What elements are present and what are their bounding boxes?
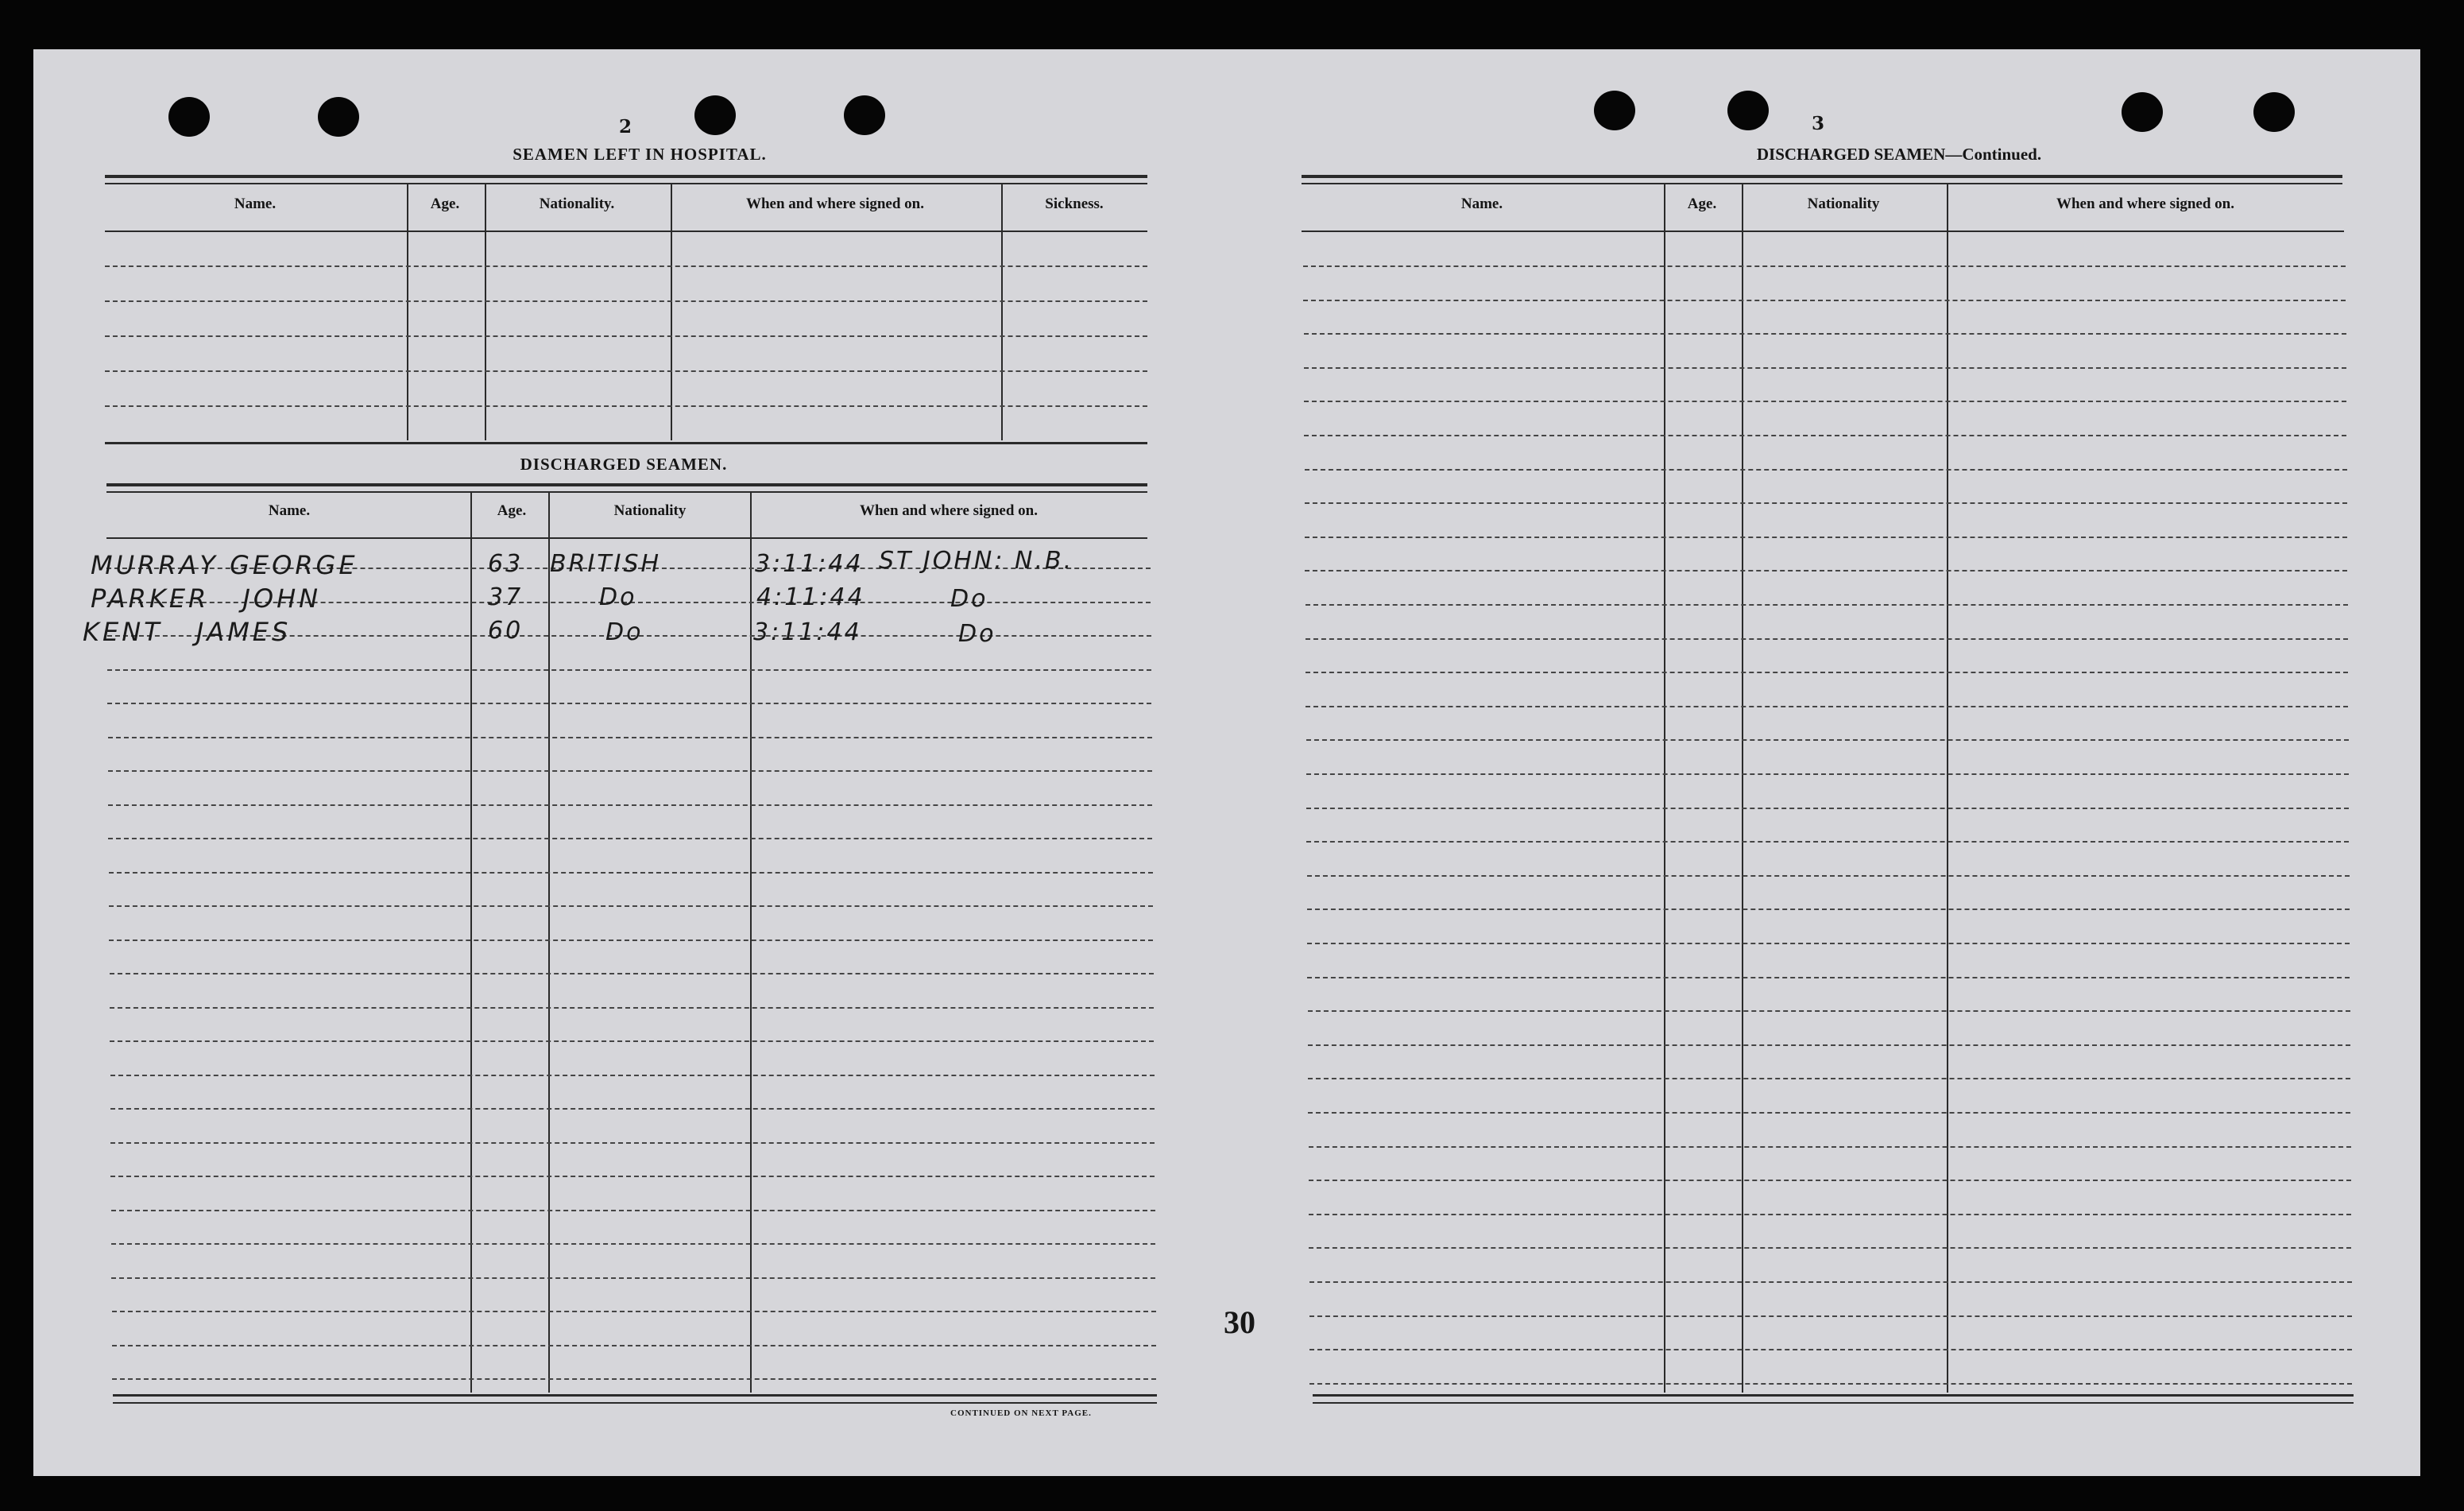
discharged-col-name: Name. (268, 502, 311, 519)
right-bottom-rule-thin (1313, 1402, 2354, 1404)
ruled-line (105, 265, 1147, 267)
ruled-line (1309, 1349, 2352, 1350)
ledger-sheet (33, 49, 2420, 1476)
hospital-col-name: Name. (234, 196, 277, 212)
ruled-line (112, 1345, 1156, 1346)
page-number-right: 3 (1811, 113, 1824, 134)
hospital-top-rule (105, 175, 1147, 178)
ruled-line (105, 335, 1147, 337)
ruled-line (1305, 604, 2348, 606)
entry-age: 60 (488, 617, 524, 645)
hospital-col-sickness: Sickness. (1045, 196, 1104, 212)
ruled-line (105, 405, 1147, 407)
entry-date: 3:11:44 (753, 618, 862, 646)
ruled-line (1307, 943, 2350, 944)
entry-place: Do (950, 585, 988, 613)
ruled-line (1303, 265, 2346, 267)
ruled-line (1305, 638, 2348, 640)
ruled-line (1308, 1044, 2350, 1046)
hospital-top-rule-thin (105, 183, 1147, 184)
ruled-line (1305, 706, 2348, 707)
ruled-line (112, 1311, 1156, 1312)
ruled-line (108, 804, 1152, 806)
ruled-line (1309, 1146, 2351, 1148)
discharged-bottom-rule (113, 1394, 1157, 1397)
punch-hole (2253, 92, 2295, 132)
hospital-col-age: Age. (430, 196, 460, 212)
hospital-section-title: SEAMEN LEFT IN HOSPITAL. (513, 145, 767, 164)
ruled-line (1304, 401, 2346, 402)
ruled-line (1308, 1112, 2350, 1114)
discharged-top-rule (106, 483, 1147, 486)
hospital-col-nationality: Nationality. (539, 196, 615, 212)
right-col-divider (1947, 184, 1948, 1393)
ruled-line (1309, 1281, 2352, 1283)
punch-hole (318, 97, 359, 137)
discharged-bottom-rule-thin (113, 1402, 1157, 1404)
ruled-line (105, 370, 1147, 372)
ruled-line (108, 770, 1152, 772)
right-bottom-rule (1313, 1394, 2354, 1397)
entry-age: 37 (488, 583, 524, 611)
ruled-line (1309, 1180, 2351, 1181)
ruled-line (107, 669, 1151, 671)
right-col-nationality: Nationality (1807, 196, 1880, 212)
punch-hole (844, 95, 885, 135)
right-col-age: Age. (1687, 196, 1717, 212)
ruled-line (1307, 977, 2350, 978)
right-header-rule (1302, 231, 2344, 232)
right-top-rule (1302, 175, 2342, 178)
ruled-line (1308, 1078, 2350, 1079)
ruled-line (110, 1108, 1155, 1110)
hospital-col-divider (485, 184, 486, 440)
ruled-line (1306, 808, 2349, 809)
ruled-line (110, 973, 1154, 974)
ruled-line (1309, 1247, 2351, 1249)
discharged-col-divider (750, 493, 752, 1393)
continued-section-title: DISCHARGED SEAMEN—Continued. (1756, 145, 2042, 164)
ruled-line (109, 905, 1153, 907)
ruled-line (105, 300, 1147, 302)
hospital-col-divider (671, 184, 672, 440)
hospital-col-divider (407, 184, 408, 440)
punch-hole (168, 97, 210, 137)
discharged-col-divider (548, 493, 550, 1393)
ruled-line (1309, 1383, 2352, 1385)
page-number-left: 2 (618, 116, 632, 138)
ruled-line (1305, 469, 2347, 471)
hospital-col-signed-on: When and where signed on. (745, 196, 924, 212)
punch-hole (1727, 91, 1769, 130)
discharged-col-divider (470, 493, 472, 1393)
ruled-line (107, 703, 1151, 704)
stamped-sheet-number: 30 (1224, 1304, 1255, 1340)
entry-nationality: BRITISH (550, 550, 662, 578)
ruled-line (1309, 1315, 2352, 1317)
hospital-col-divider (1001, 184, 1003, 440)
ruled-line (1306, 739, 2349, 741)
ruled-line (111, 1243, 1155, 1245)
ruled-line (1307, 875, 2350, 877)
entry-place: ST JOHN: N.B. (879, 547, 1074, 575)
discharged-header-rule (106, 537, 1147, 539)
discharged-top-rule-thin (106, 491, 1147, 493)
discharged-col-signed-on: When and where signed on. (859, 502, 1038, 519)
ruled-line (1304, 435, 2346, 436)
ruled-line (1306, 841, 2349, 843)
ruled-line (110, 1007, 1154, 1009)
hospital-bottom-rule (105, 442, 1147, 444)
ruled-line (108, 737, 1152, 738)
ruled-line (1304, 333, 2346, 335)
entry-name: MURRAY GEORGE (91, 550, 358, 580)
ruled-line (1305, 537, 2347, 538)
ruled-line (1307, 909, 2350, 910)
entry-date: 4:11:44 (756, 583, 865, 611)
ruled-line (109, 872, 1153, 874)
ruled-line (112, 1378, 1156, 1380)
ruled-line (1305, 570, 2347, 571)
ruled-line (1308, 1010, 2350, 1012)
punch-hole (694, 95, 736, 135)
right-col-signed-on: When and where signed on. (2056, 196, 2234, 212)
ruled-line (111, 1210, 1155, 1211)
discharged-col-nationality: Nationality (613, 502, 687, 519)
ruled-line (1305, 672, 2348, 673)
punch-hole (2122, 92, 2163, 132)
right-col-divider (1664, 184, 1665, 1393)
punch-hole (1594, 91, 1635, 130)
ruled-line (1304, 367, 2346, 369)
ruled-line (1306, 773, 2349, 775)
ruled-line (109, 940, 1153, 941)
entry-name: KENT JAMES (83, 617, 292, 647)
ruled-line (108, 838, 1152, 839)
ruled-line (110, 1176, 1155, 1177)
ruled-line (1303, 300, 2346, 301)
entry-age: 63 (488, 550, 524, 578)
discharged-section-title: DISCHARGED SEAMEN. (520, 455, 728, 474)
ruled-line (110, 1075, 1155, 1076)
entry-place: Do (958, 620, 996, 648)
ruled-line (1309, 1214, 2351, 1215)
ruled-line (110, 1040, 1154, 1042)
entry-date: 3:11:44 (755, 550, 864, 578)
right-top-rule-thin (1302, 183, 2342, 184)
right-col-name: Name. (1460, 196, 1503, 212)
entry-name: PARKER JOHN (91, 583, 322, 614)
discharged-col-age: Age. (497, 502, 527, 519)
right-col-divider (1742, 184, 1743, 1393)
hospital-header-rule (105, 231, 1147, 232)
ruled-line (111, 1277, 1155, 1279)
ruled-line (1305, 502, 2347, 504)
continued-note: CONTINUED ON NEXT PAGE. (950, 1408, 1092, 1418)
entry-nationality: Do (599, 583, 637, 611)
ruled-line (110, 1142, 1155, 1144)
entry-nationality: Do (605, 618, 644, 646)
